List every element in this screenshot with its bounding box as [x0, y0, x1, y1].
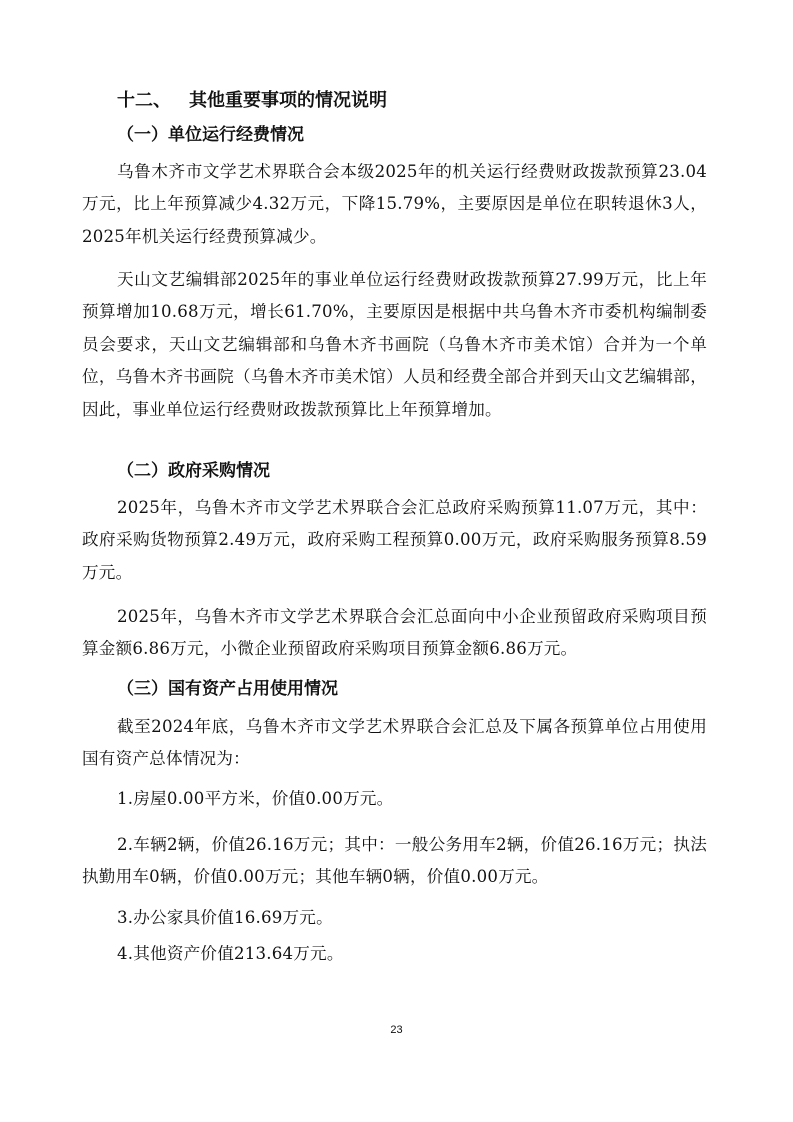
paragraph-operating-funds-federation: 乌鲁木齐市文学艺术界联合会本级2025年的机关运行经费财政拨款预算23.04万元，比上年预算减少4.32万元，下降15.79%，主要原因是单位在职转退休3人，2025年机关运行经费预算减少。	[82, 162, 707, 246]
asset-item-vehicles: 2.车辆2辆，价值26.16万元；其中：一般公务用车2辆，价值26.16万元；执法执勤用车0辆，价值0.00万元；其他车辆0辆，价值0.00万元。	[82, 835, 707, 887]
subsection-heading-2: （二）政府采购情况	[117, 461, 270, 481]
section-heading	[117, 86, 387, 116]
asset-item-other: 4.其他资产价值213.64万元。	[117, 944, 344, 963]
page-number: 23	[390, 1024, 403, 1036]
paragraph-procurement-sme: 2025年，乌鲁木齐市文学艺术界联合会汇总面向中小企业预留政府采购项目预算金额6.86万元，小微企业预留政府采购项目预算金额6.86万元。	[82, 607, 707, 659]
paragraph-procurement-total: 2025年，乌鲁木齐市文学艺术界联合会汇总政府采购预算11.07万元，其中：政府采购货物预算2.49万元，政府采购工程预算0.00万元，政府采购服务预算8.59万元。	[82, 498, 707, 582]
paragraph-operating-funds-editorial: 天山文艺编辑部2025年的事业单位运行经费财政拨款预算27.99万元，比上年预算增加10.68万元，增长61.70%，主要原因是根据中共乌鲁木齐市委机构编制委员会要求，天山文艺编辑部和乌鲁木齐书画院（乌鲁木齐市美术馆）合并为一个单位，乌鲁木齐书画院（乌鲁木齐市美术馆）人员和经费全部合并到天山文艺编辑部，因此，事业单位运行经费财政拨款预算比上年预算增加。	[82, 270, 707, 419]
subsection-heading-3: （三）国有资产占用使用情况	[117, 679, 338, 699]
section-number: 十二、	[117, 90, 171, 111]
section-title: 其他重要事项的情况说明	[189, 90, 387, 111]
paragraph-assets-intro: 截至2024年底，乌鲁木齐市文学艺术界联合会汇总及下属各预算单位占用使用国有资产总体情况为：	[82, 717, 707, 769]
asset-item-furniture: 3.办公家具价值16.69万元。	[117, 908, 333, 927]
subsection-heading-1: （一）单位运行经费情况	[117, 125, 304, 145]
asset-item-housing: 1.房屋0.00平方米，价值0.00万元。	[117, 789, 394, 808]
